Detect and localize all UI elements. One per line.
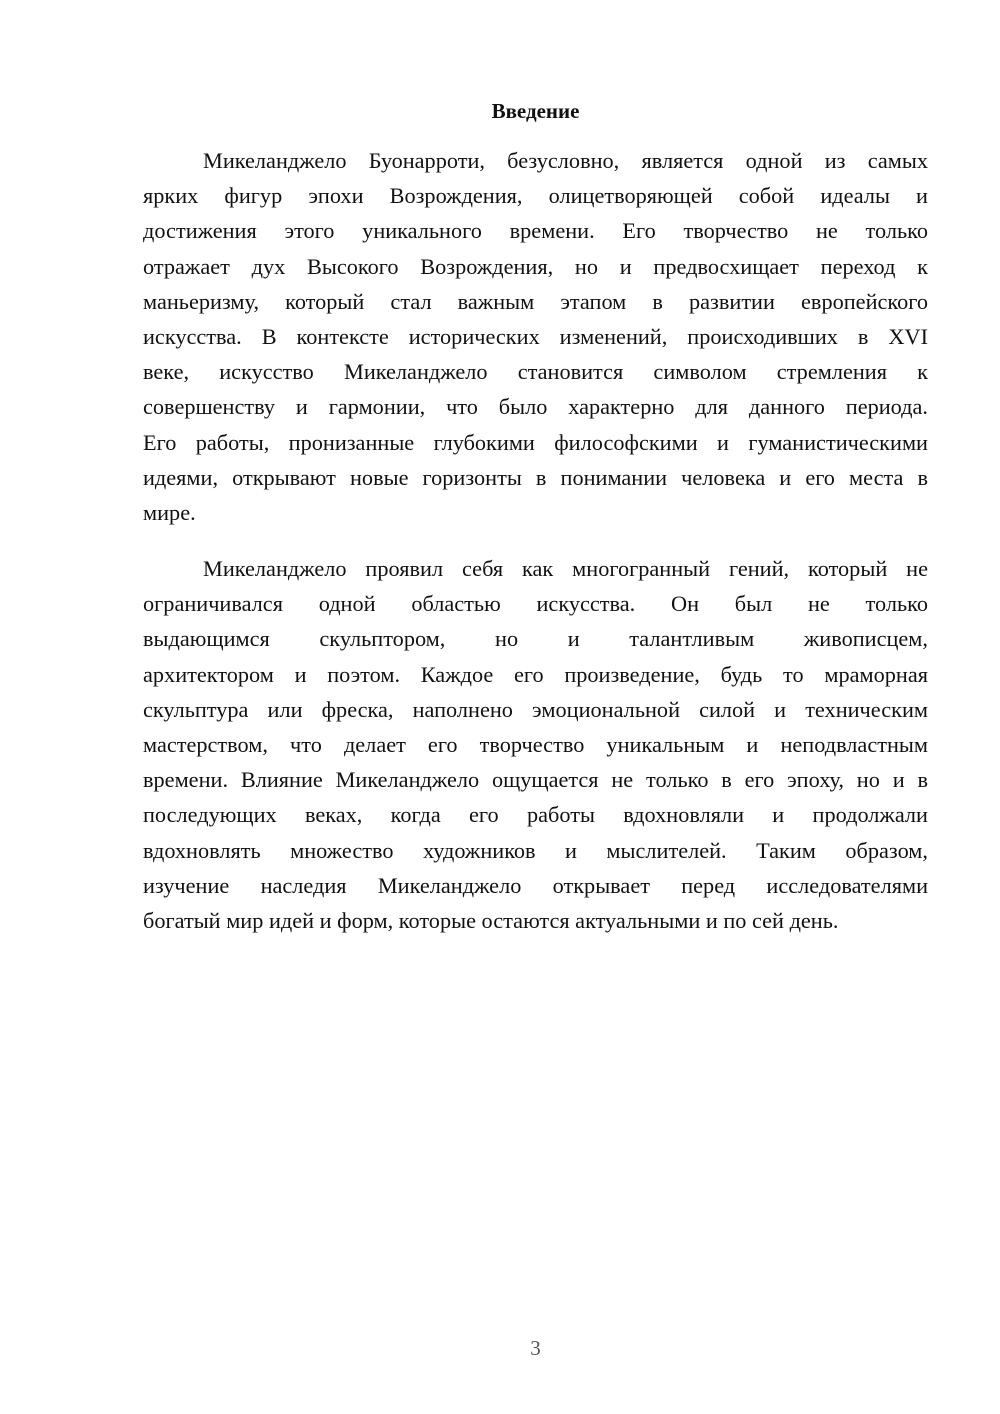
paragraph-1-line: совершенству и гармонии, что было характерно для данного периода. (143, 394, 928, 420)
paragraph-2-line: вдохновлять множество художников и мыслителей. Таким образом, (143, 837, 928, 863)
paragraph-2-line: Микеланджело проявил себя как многогранный гений, который не (203, 556, 928, 581)
paragraph-2-line: последующих веках, когда его работы вдохновляли и продолжали (143, 802, 928, 828)
paragraph-1-line: искусства. В контексте исторических изменений, происходивших в XVI (143, 323, 928, 349)
paragraph-2-line: скульптура или фреска, наполнено эмоциональной силой и техническим (143, 696, 928, 722)
paragraph-2-line: архитектором и поэтом. Каждое его произведение, будь то мраморная (143, 661, 928, 687)
paragraph-1-line: мире. (143, 499, 196, 525)
paragraph-1-line: веке, искусство Микеланджело становится символом стремления к (143, 359, 928, 385)
paragraph-2-line: выдающимся скульптором, но и талантливым живописцем, (143, 626, 928, 652)
section-heading: Введение (491, 99, 580, 123)
paragraph-1-line: достижения этого уникального времени. Его творчество не только (143, 218, 928, 244)
paragraph-1-line: Микеланджело Буонарроти, безусловно, является одной из самых (203, 148, 928, 173)
paragraph-1-line: маньеризму, который стал важным этапом в развитии европейского (143, 288, 928, 314)
paragraph-2-line: мастерством, что делает его творчество уникальным и неподвластным (143, 731, 928, 757)
paragraph-2-line: ограничивался одной областью искусства. Он был не только (143, 591, 928, 617)
paragraph-2-line: времени. Влияние Микеланджело ощущается не только в его эпоху, но и в (143, 767, 928, 793)
paragraph-1-line: отражает дух Высокого Возрождения, но и предвосхищает переход к (143, 253, 928, 279)
paragraph-2 (143, 551, 928, 938)
paragraph-1-line: идеями, открывают новые горизонты в понимании человека и его места в (143, 464, 928, 490)
paragraph-2-line: изучение наследия Микеланджело открывает перед исследователями (143, 872, 928, 898)
page-number: 3 (530, 1336, 541, 1360)
paragraph-1 (143, 143, 928, 530)
paragraph-1-line: ярких фигур эпохи Возрождения, олицетворяющей собой идеалы и (143, 183, 928, 209)
paragraph-1-line: Его работы, пронизанные глубокими философскими и гуманистическими (143, 429, 928, 455)
paragraph-2-line: богатый мир идей и форм, которые остаются актуальными и по сей день. (143, 907, 839, 933)
